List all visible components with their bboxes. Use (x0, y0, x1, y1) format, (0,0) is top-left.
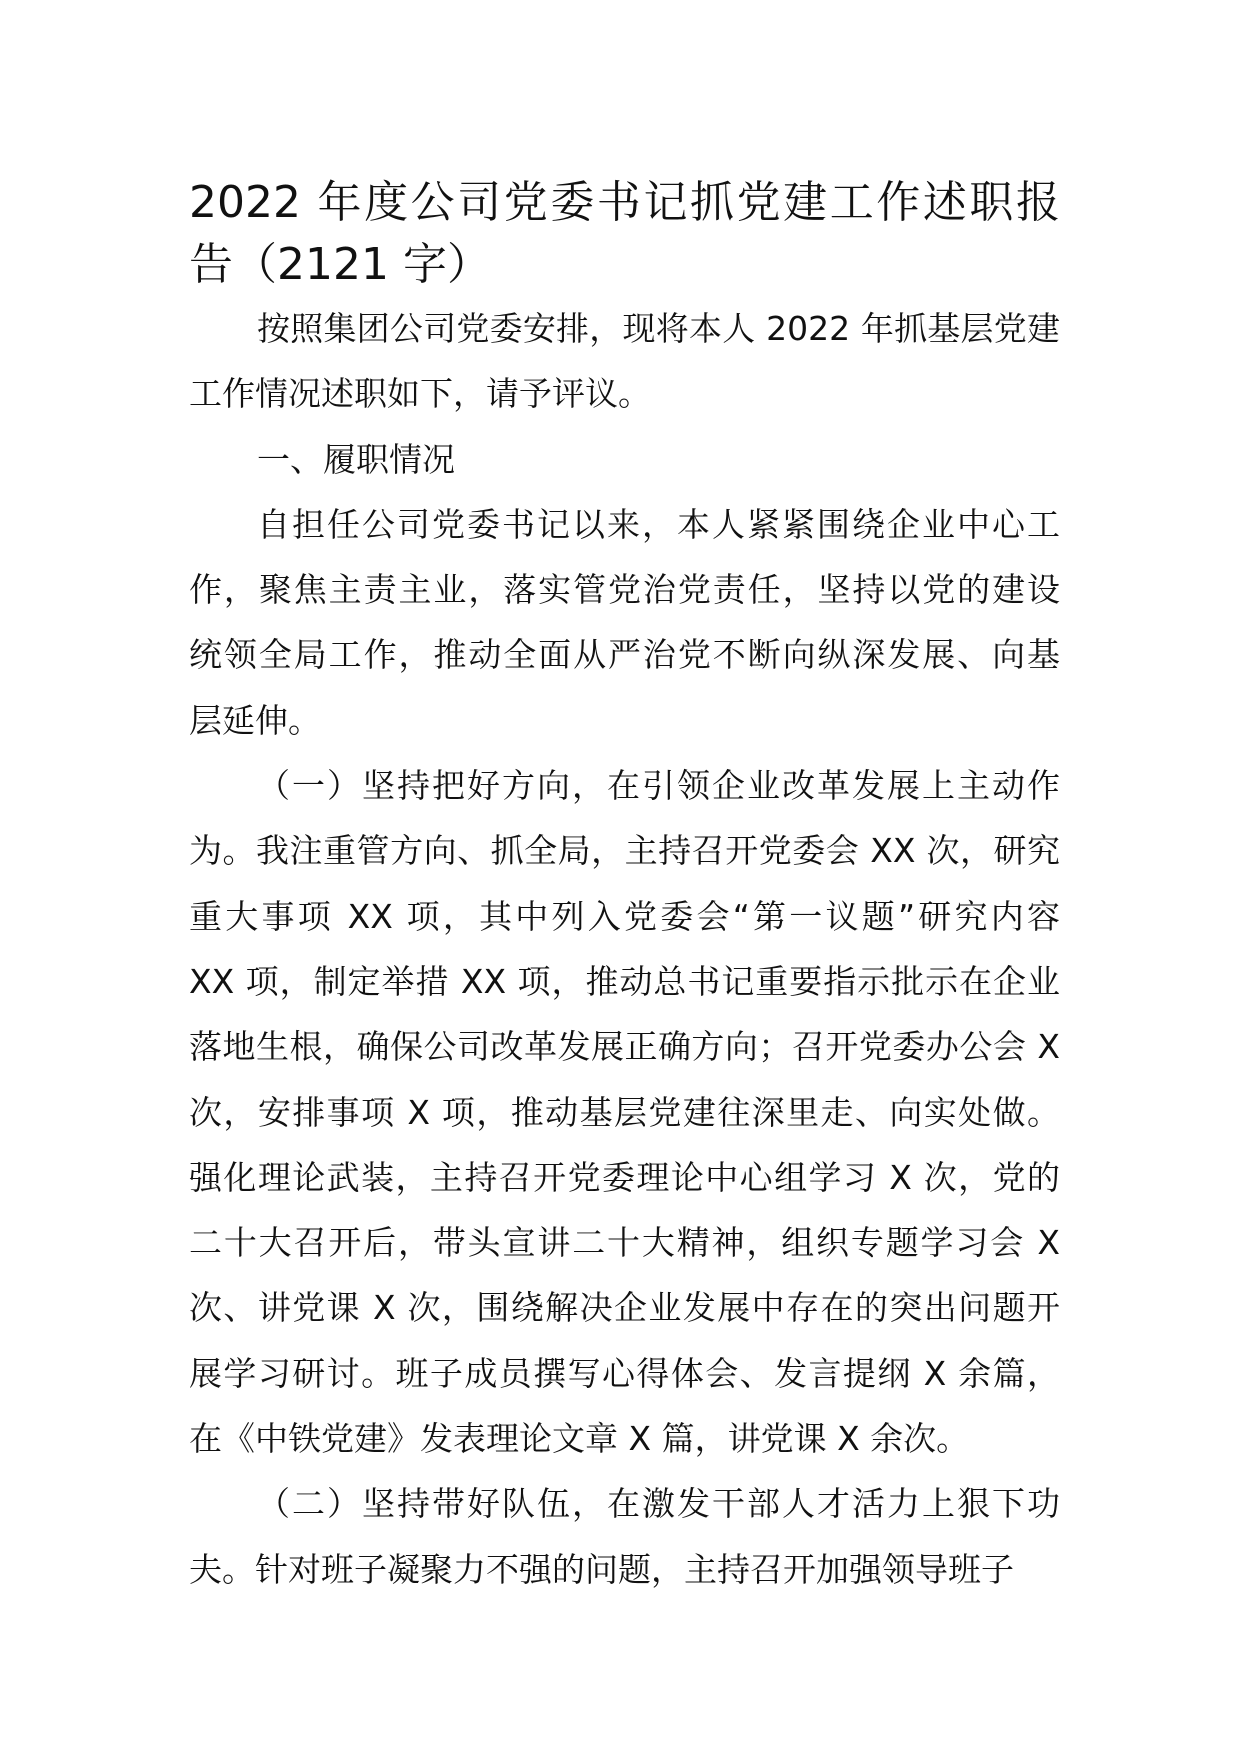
text-line: 重大事项 XX 项，其中列入党委会“第一议题”研究内容 (189, 896, 1060, 936)
text-line: 次，安排事项 X 项，推动基层党建往深里走、向实处做。 (189, 1092, 1060, 1132)
text-line: XX 项，制定举措 XX 项，推动总书记重要指示批示在企业 (189, 961, 1060, 1001)
text-line: 落地生根，确保公司改革发展正确方向；召开党委办公会 X (189, 1027, 1060, 1067)
text-line: 作，聚焦主责主业，落实管党治党责任，坚持以党的建设 (189, 570, 1060, 610)
text-line: 展学习研讨。班子成员撰写心得体会、发言提纲 X 余篇， (189, 1353, 1060, 1393)
text-line: 工作情况述职如下，请予评议。 (189, 374, 651, 414)
document-body (189, 172, 1060, 1602)
title-line: 2022 年度公司党委书记抓党建工作述职报 (189, 177, 1060, 228)
text-line: 次、讲党课 X 次，围绕解决企业发展中存在的突出问题开 (189, 1288, 1060, 1328)
text-line: （二）坚持带好队伍，在激发干部人才活力上狠下功 (257, 1484, 1060, 1524)
text-line: 一、履职情况 (257, 439, 455, 479)
subsection-2-paragraph (189, 1471, 1060, 1602)
overview-paragraph (189, 492, 1060, 753)
text-line: 强化理论武装，主持召开党委理论中心组学习 X 次，党的 (189, 1157, 1060, 1197)
subsection-1-paragraph (189, 753, 1060, 1471)
text-line: 自担任公司党委书记以来，本人紧紧围绕企业中心工 (257, 504, 1060, 544)
document-title (189, 172, 1060, 296)
text-line: 为。我注重管方向、抓全局，主持召开党委会 XX 次，研究 (189, 831, 1060, 871)
text-line: 按照集团公司党委安排，现将本人 2022 年抓基层党建 (257, 309, 1060, 348)
intro-paragraph (189, 296, 1060, 427)
text-line: （一）坚持把好方向，在引领企业改革发展上主动作 (257, 766, 1060, 806)
text-line: 统领全局工作，推动全面从严治党不断向纵深发展、向基 (189, 635, 1060, 675)
title-line: 告（2121 字） (189, 239, 491, 290)
text-line: 层延伸。 (189, 700, 321, 740)
document-paragraphs (189, 296, 1060, 1602)
text-line: 在《中铁党建》发表理论文章 X 篇，讲党课 X 余次。 (189, 1419, 970, 1459)
section-heading-1 (189, 427, 1060, 492)
text-line: 夫。针对班子凝聚力不强的问题，主持召开加强领导班子 (189, 1549, 1014, 1589)
text-line: 二十大召开后，带头宣讲二十大精神，组织专题学习会 X (189, 1223, 1060, 1263)
